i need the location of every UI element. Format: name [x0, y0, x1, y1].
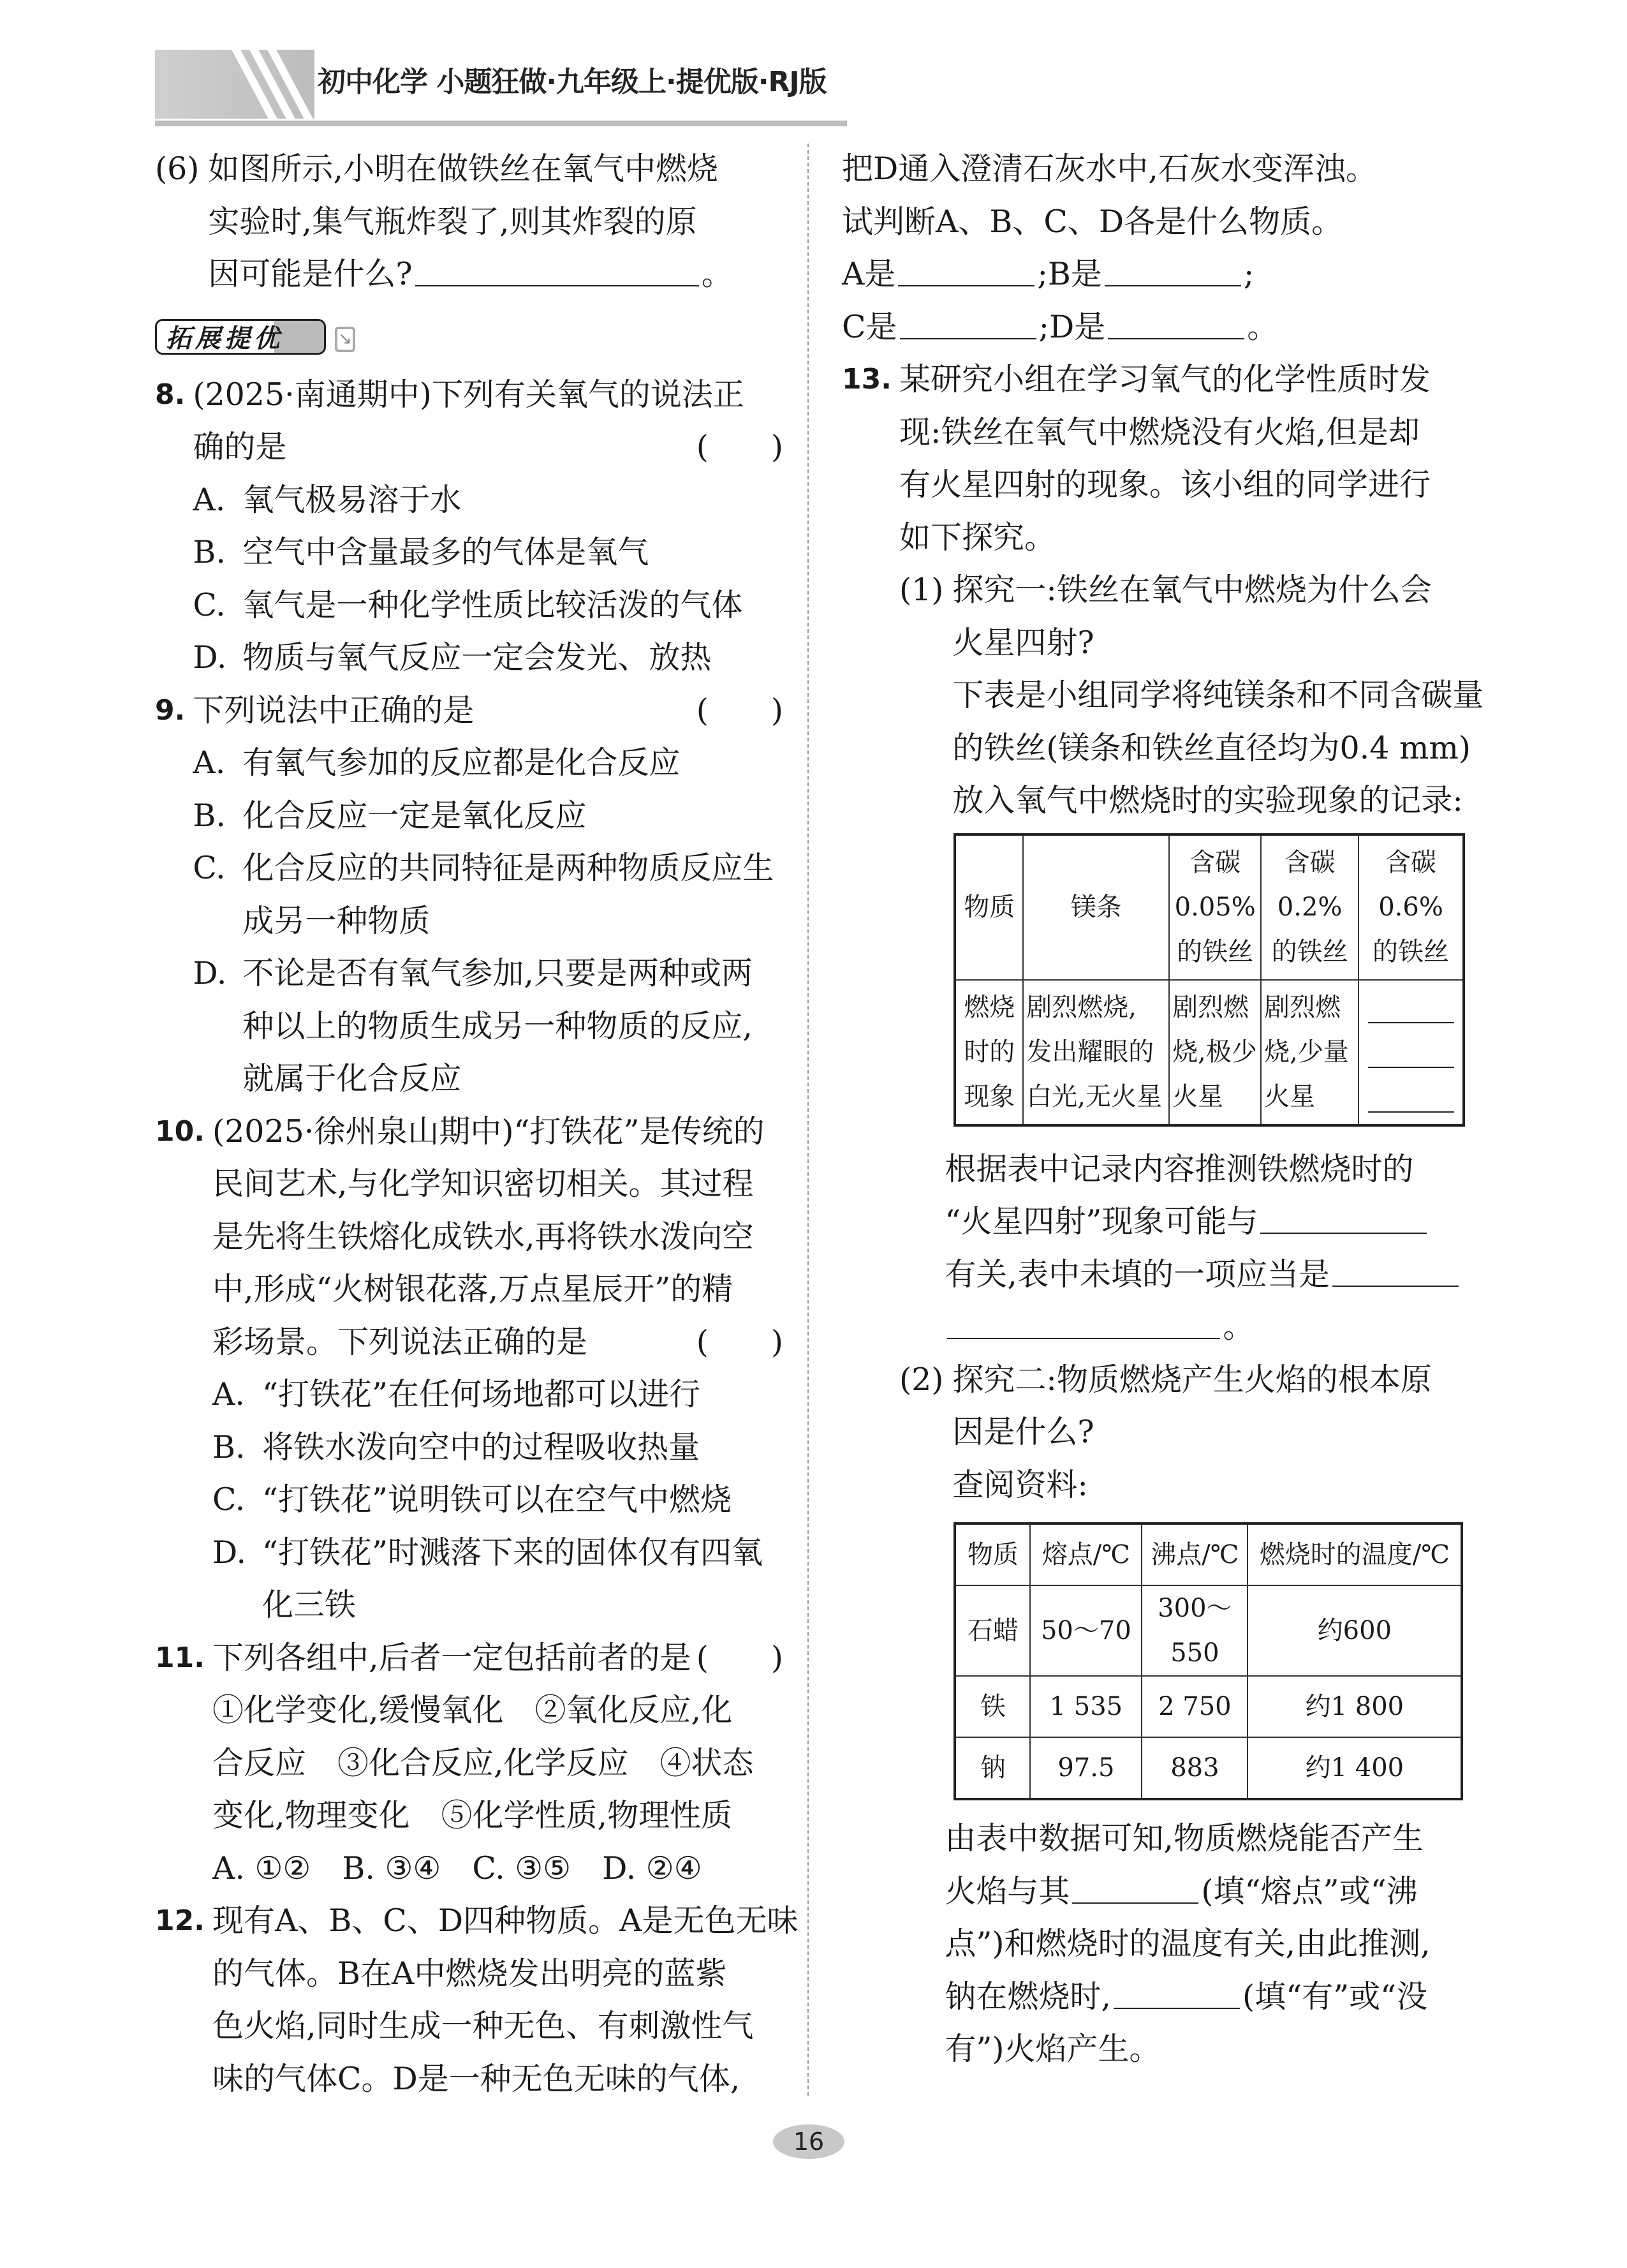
table-cell: 2 750 — [1142, 1676, 1248, 1737]
text-segment: 探究二:物质燃烧产生火焰的根本原 — [952, 1361, 1432, 1398]
text-line — [212, 2000, 783, 2053]
text-segment: 化合反应一定是氧化反应 — [242, 797, 587, 834]
text-segment: 将铁水泼向空中的过程吸收热量 — [261, 1428, 700, 1465]
option-text — [262, 1368, 783, 1421]
data-table — [953, 1522, 1463, 1800]
text-segment: ; — [1243, 256, 1255, 292]
text-line — [945, 1143, 1465, 1196]
text-segment: 钠在燃烧时, — [945, 1978, 1111, 2015]
answer-blank — [1108, 301, 1244, 339]
text-segment: 氧气极易溶于水 — [242, 481, 462, 518]
question-continuation — [842, 143, 1465, 353]
option-text — [262, 1421, 783, 1474]
option-text — [242, 632, 783, 685]
text-segment: 火焰与其 — [945, 1872, 1070, 1909]
cell-line: 的铁丝 — [1271, 937, 1348, 967]
text-line — [242, 632, 783, 685]
text-segment: 下表是小组同学将纯镁条和不同含碳量 — [952, 677, 1484, 713]
sub-question-label: (6) — [155, 151, 200, 187]
cell-line: 0.2% — [1277, 893, 1343, 922]
experiment-table — [953, 833, 1465, 1127]
text-line — [212, 2053, 783, 2106]
text-segment: “打铁花”时溅落下来的固体仅有四氧 — [261, 1534, 763, 1571]
text-line — [242, 474, 783, 527]
text-line — [212, 1790, 783, 1842]
option-label: D. — [212, 1534, 247, 1571]
answer-blank — [1368, 1030, 1454, 1068]
table-cell: 50～70 — [1030, 1585, 1142, 1676]
text-line — [262, 1421, 783, 1474]
option-d — [212, 1527, 783, 1632]
option-a — [193, 737, 783, 790]
table-cell: 铁 — [955, 1676, 1030, 1737]
text-line — [212, 1895, 799, 1948]
answer-bracket: ( ) — [696, 1639, 783, 1676]
option-text — [242, 842, 783, 947]
column-divider — [807, 144, 809, 2096]
text-line — [945, 1249, 1465, 1301]
cell-line: 0.05% — [1174, 893, 1256, 922]
text-line — [242, 1053, 783, 1106]
text-segment: 的气体。B在A中燃烧发出明亮的蓝紫 — [212, 1955, 727, 1992]
text-segment: 种以上的物质生成另一种物质的反应, — [242, 1007, 753, 1044]
text-segment: 下列各组中,后者一定包括前者的是 — [212, 1639, 691, 1676]
table-header-cell — [955, 834, 1023, 980]
right-column — [842, 143, 1484, 2076]
left-column — [155, 143, 799, 2105]
option-text — [242, 947, 783, 1106]
option-c — [212, 1474, 783, 1527]
question-8 — [155, 369, 783, 685]
answer-blank — [947, 1301, 1220, 1339]
text-segment: 实验时,集气瓶炸裂了,则其炸裂的原 — [208, 203, 697, 240]
sub-question — [899, 564, 1484, 1354]
answer-blank — [1368, 985, 1454, 1023]
sub-question — [155, 143, 783, 301]
question-body — [208, 143, 783, 301]
table-cell — [1169, 980, 1261, 1125]
question-10 — [155, 1106, 783, 1632]
cell-line: 火星 — [1264, 1082, 1316, 1111]
book-title: 初中化学 小题狂做·九年级上·提优版·RJ版 — [318, 66, 827, 98]
cell-line: 的铁丝 — [1373, 937, 1450, 967]
section-heading-label: 拓展提优 — [155, 319, 326, 355]
text-segment: 就属于化合反应 — [242, 1060, 462, 1097]
cell-line: 剧烈燃烧, — [1026, 993, 1137, 1022]
cell-line: 含碳 — [1284, 848, 1336, 877]
text-segment: 有”)火焰产生。 — [945, 2031, 1161, 2067]
option-text — [242, 737, 783, 790]
cell-line: 剧烈燃 — [1264, 993, 1341, 1022]
text-segment: A是 — [842, 256, 896, 292]
answer-blank — [1072, 1865, 1198, 1904]
text-segment: (2025·徐州泉山期中)“打铁花”是传统的 — [212, 1113, 765, 1150]
text-line — [945, 1865, 1465, 1918]
text-segment: 把D通入澄清石灰水中,石灰水变浑浊。 — [842, 151, 1377, 187]
text-line — [262, 1579, 783, 1632]
text-line — [952, 1406, 1465, 1459]
text-segment: 有氧气参加的反应都是化合反应 — [242, 745, 681, 781]
option-text — [262, 1474, 783, 1527]
text-line — [208, 196, 783, 249]
text-line — [842, 143, 1465, 196]
option-text — [242, 474, 783, 527]
text-line — [212, 1684, 783, 1737]
cell-line — [1359, 985, 1462, 1030]
text-segment: 下列说法中正确的是 — [193, 692, 475, 729]
text-segment: 民间艺术,与化学知识密切相关。其过程 — [212, 1166, 754, 1202]
text-line — [899, 459, 1465, 512]
text-line — [262, 1368, 783, 1421]
cell-line: 物质 — [964, 893, 1015, 922]
table-header-cell: 沸点/℃ — [1142, 1523, 1248, 1585]
text-segment: 氧气是一种化学性质比较活泼的气体 — [242, 586, 743, 623]
table-header-cell — [1358, 834, 1464, 980]
question-number: 8. — [155, 378, 186, 411]
text-segment: 不论是否有氧气参加,只要是两种或两 — [242, 955, 753, 991]
answer-blank — [898, 248, 1034, 286]
text-segment: 。 — [1223, 1308, 1255, 1345]
option-a — [212, 1368, 783, 1421]
text-segment: 如图所示,小明在做铁丝在氧气中燃烧 — [208, 151, 718, 187]
table-cell — [1023, 980, 1169, 1125]
table-header-cell — [1261, 834, 1358, 980]
header-rule — [155, 121, 847, 126]
text-line — [842, 301, 1465, 354]
question-12 — [155, 1895, 799, 2105]
answer-blank — [415, 248, 699, 286]
text-segment: A. ①② B. ③④ C. ③⑤ D. ②④ — [212, 1849, 702, 1886]
text-line — [952, 564, 1465, 617]
table-cell — [955, 980, 1023, 1125]
text-line — [899, 512, 1465, 565]
text-segment: 点”)和燃烧时的温度有关,由此推测, — [945, 1925, 1431, 1962]
text-segment: 因可能是什么? — [208, 256, 413, 292]
text-line — [212, 1316, 783, 1369]
text-line — [242, 579, 783, 632]
cell-line: 白光,无火星 — [1026, 1082, 1162, 1111]
blank-cell — [1358, 980, 1464, 1125]
text-segment: 化合反应的共同特征是两种物质反应生 — [242, 850, 774, 886]
text-line — [212, 1211, 783, 1264]
question-body — [212, 1106, 783, 1632]
answer-bracket: ( ) — [696, 692, 783, 729]
text-segment: “打铁花”说明铁可以在空气中燃烧 — [261, 1481, 732, 1518]
text-segment: 现有A、B、C、D四种物质。A是无色无味 — [212, 1902, 799, 1939]
text-line — [952, 722, 1471, 775]
text-segment: 有火星四射的现象。该小组的同学进行 — [899, 466, 1431, 503]
answer-blank — [1105, 248, 1241, 286]
cell-line: 含碳 — [1385, 848, 1437, 877]
cell-line: 的铁丝 — [1177, 937, 1254, 967]
option-label: C. — [193, 586, 226, 623]
table-header-cell: 燃烧时的温度/℃ — [1248, 1523, 1462, 1585]
sub-question-label: (1) — [899, 572, 944, 608]
answer-bracket: ( ) — [696, 1323, 783, 1360]
text-segment: 探究一:铁丝在氧气中燃烧为什么会 — [952, 572, 1432, 608]
question-number: 9. — [155, 693, 186, 727]
text-line — [952, 775, 1465, 827]
page-header — [155, 50, 847, 131]
text-line — [945, 1918, 1465, 1971]
option-c — [193, 842, 783, 947]
text-segment: 有关,表中未填的一项应当是 — [945, 1256, 1330, 1293]
option-b — [212, 1421, 783, 1474]
table-cell: 883 — [1142, 1737, 1248, 1799]
sub-question-label: (2) — [899, 1361, 944, 1398]
table-cell: 约1 400 — [1248, 1737, 1462, 1799]
text-line — [242, 737, 783, 790]
text-segment: 放入氧气中燃烧时的实验现象的记录: — [952, 782, 1463, 819]
table-cell — [1261, 980, 1358, 1125]
text-segment: (填“熔点”或“沸 — [1201, 1872, 1418, 1909]
question-body — [899, 353, 1484, 2076]
text-line — [262, 1474, 783, 1527]
cell-line: 火星 — [1172, 1082, 1224, 1111]
text-segment: 。 — [701, 256, 733, 292]
table-header-cell: 熔点/℃ — [1030, 1523, 1142, 1585]
cell-line — [1359, 1074, 1462, 1119]
question-number: 10. — [155, 1115, 205, 1148]
text-segment: 中,形成“火树银花落,万点星辰开”的精 — [212, 1271, 733, 1307]
table-cell: 97.5 — [1030, 1737, 1142, 1799]
text-line — [212, 1632, 783, 1685]
question-11 — [155, 1632, 783, 1895]
answer-blank — [900, 301, 1036, 339]
text-line — [842, 196, 1465, 249]
answer-blank — [1332, 1249, 1459, 1287]
text-line — [262, 1527, 783, 1580]
question-body — [212, 1632, 783, 1895]
option-text — [242, 526, 783, 579]
text-line — [212, 1948, 783, 2001]
text-segment: 某研究小组在学习氧气的化学性质时发 — [899, 361, 1431, 397]
cell-line — [1359, 1030, 1462, 1074]
option-label: A. — [193, 481, 226, 518]
answer-blank — [1260, 1196, 1427, 1234]
table-header-row — [955, 834, 1464, 980]
text-line — [208, 248, 783, 301]
table-cell: 石蜡 — [955, 1585, 1030, 1676]
text-segment: 的铁丝(镁条和铁丝直径均为0.4 mm) — [952, 729, 1471, 766]
after-table-text — [945, 1143, 1465, 1354]
table-row — [955, 1737, 1462, 1799]
answer-bracket: ( ) — [696, 429, 783, 465]
text-line — [212, 1263, 783, 1316]
page-number: 16 — [773, 2124, 844, 2159]
cell-line: 0.6% — [1378, 893, 1443, 922]
text-segment: ;B是 — [1037, 256, 1102, 292]
cell-line: 发出耀眼的 — [1026, 1037, 1154, 1067]
cell-line: 烧,极少 — [1172, 1037, 1257, 1067]
table-cell: 1 535 — [1030, 1676, 1142, 1737]
text-line — [945, 1971, 1465, 2024]
text-line — [842, 248, 1465, 301]
text-segment: 现:铁丝在氧气中燃烧没有火焰,但是却 — [899, 413, 1420, 450]
table-header-cell — [1169, 834, 1261, 980]
text-line — [212, 1842, 783, 1895]
cell-line: 含碳 — [1189, 848, 1241, 877]
text-segment: 。 — [1247, 308, 1279, 345]
text-line — [899, 353, 1465, 406]
text-segment: 色火焰,同时生成一种无色、有刺激性气 — [212, 2008, 754, 2044]
question-body — [212, 1895, 799, 2105]
option-label: D. — [193, 639, 227, 676]
text-segment: 根据表中记录内容推测铁燃烧时的 — [945, 1150, 1414, 1187]
text-line — [242, 895, 783, 948]
text-line — [945, 1301, 1465, 1354]
cell-line: 现象 — [964, 1082, 1015, 1111]
text-line — [899, 406, 1465, 459]
text-segment: 查阅资料: — [952, 1466, 1088, 1503]
text-segment: (填“有”或“没 — [1242, 1978, 1428, 2015]
cell-line: 时的 — [964, 1037, 1015, 1067]
text-line — [212, 1158, 783, 1211]
answer-blank — [1114, 1971, 1240, 2009]
text-line — [945, 1196, 1465, 1249]
text-line — [212, 1106, 783, 1159]
text-segment: 味的气体C。D是一种无色无味的气体, — [212, 2060, 740, 2097]
text-segment: 物质与氧气反应一定会发光、放热 — [242, 639, 712, 676]
text-line — [242, 526, 783, 579]
question-number: 11. — [155, 1641, 205, 1674]
text-line — [242, 842, 783, 895]
text-line — [208, 143, 783, 196]
question-number: 13. — [842, 363, 892, 396]
text-segment: 是先将生铁熔化成铁水,再将铁水泼向空 — [212, 1218, 754, 1255]
table-row — [955, 1585, 1462, 1676]
table-header-row — [955, 1523, 1462, 1585]
option-label: C. — [193, 850, 226, 886]
cell-line: 燃烧 — [964, 993, 1015, 1022]
table-header-cell — [1023, 834, 1169, 980]
text-line — [952, 617, 1465, 670]
text-line — [945, 2023, 1465, 2076]
text-segment: 由表中数据可知,物质燃烧能否产生 — [945, 1820, 1424, 1857]
sub-question-body — [945, 564, 1484, 1354]
section-heading — [155, 301, 783, 369]
option-c — [193, 579, 783, 632]
option-b — [193, 790, 783, 843]
question-9 — [155, 685, 783, 1106]
text-segment: 彩场景。下列说法正确的是 — [212, 1323, 587, 1360]
text-segment: ①化学变化,缓慢氧化 ②氧化反应,化 — [212, 1692, 733, 1728]
text-segment: 合反应 ③化合反应,化学反应 ④状态 — [212, 1744, 754, 1781]
text-line — [945, 1812, 1465, 1865]
option-label: A. — [212, 1376, 245, 1412]
question-13 — [842, 353, 1484, 2076]
option-label: B. — [193, 534, 226, 570]
text-line — [242, 790, 783, 843]
option-text — [262, 1527, 783, 1632]
text-line — [242, 1000, 783, 1053]
text-line — [242, 947, 783, 1000]
text-segment: ;D是 — [1038, 308, 1106, 345]
option-label: B. — [193, 797, 226, 834]
text-segment: 火星四射? — [952, 624, 1094, 661]
table-cell: 约1 800 — [1248, 1676, 1462, 1737]
option-label: C. — [212, 1481, 246, 1518]
text-segment: 空气中含量最多的气体是氧气 — [242, 534, 649, 570]
cell-line: 镁条 — [1070, 893, 1122, 922]
option-text — [242, 790, 783, 843]
text-segment: 试判断A、B、C、D各是什么物质。 — [842, 203, 1343, 240]
text-line — [952, 669, 1484, 722]
option-label: B. — [212, 1428, 246, 1465]
text-segment: “火星四射”现象可能与 — [945, 1203, 1258, 1240]
text-line — [193, 685, 783, 737]
answer-blank — [1368, 1074, 1454, 1113]
text-segment: 化三铁 — [261, 1587, 356, 1623]
arrow-icon: ↘ — [335, 327, 355, 352]
text-line — [193, 421, 783, 474]
option-text — [242, 579, 783, 632]
text-segment: 确的是 — [193, 429, 287, 465]
cell-line: 剧烈燃 — [1172, 993, 1249, 1022]
option-b — [193, 526, 783, 579]
table-row — [955, 980, 1464, 1125]
option-label: A. — [193, 745, 226, 781]
text-segment: 因是什么? — [952, 1414, 1094, 1450]
table-cell: 约600 — [1248, 1585, 1462, 1676]
cell-line: 烧,少量 — [1264, 1037, 1349, 1067]
option-d — [193, 632, 783, 685]
text-line — [952, 1459, 1465, 1512]
text-segment: (2025·南通期中)下列有关氧气的说法正 — [193, 376, 744, 413]
sub-question-body — [945, 1354, 1465, 2076]
text-line — [952, 1354, 1465, 1407]
text-segment: 如下探究。 — [899, 519, 1056, 556]
table-cell: 300～550 — [1142, 1585, 1248, 1676]
option-a — [193, 474, 783, 527]
question-body — [193, 369, 783, 685]
text-line — [212, 1737, 783, 1790]
table-row — [955, 1676, 1462, 1737]
table-header-cell: 物质 — [955, 1523, 1030, 1585]
question-number: 12. — [155, 1904, 205, 1937]
table-cell: 钠 — [955, 1737, 1030, 1799]
text-line — [193, 369, 783, 422]
option-label: D. — [193, 955, 227, 991]
text-segment: C是 — [842, 308, 897, 345]
option-d — [193, 947, 783, 1106]
text-segment: “打铁花”在任何场地都可以进行 — [261, 1376, 701, 1412]
after-table-text — [945, 1812, 1465, 2076]
sub-question — [899, 1354, 1465, 2076]
text-segment: 成另一种物质 — [242, 902, 431, 939]
question-body — [193, 685, 783, 1106]
text-segment: 变化,物理变化 ⑤化学性质,物理性质 — [212, 1797, 733, 1834]
